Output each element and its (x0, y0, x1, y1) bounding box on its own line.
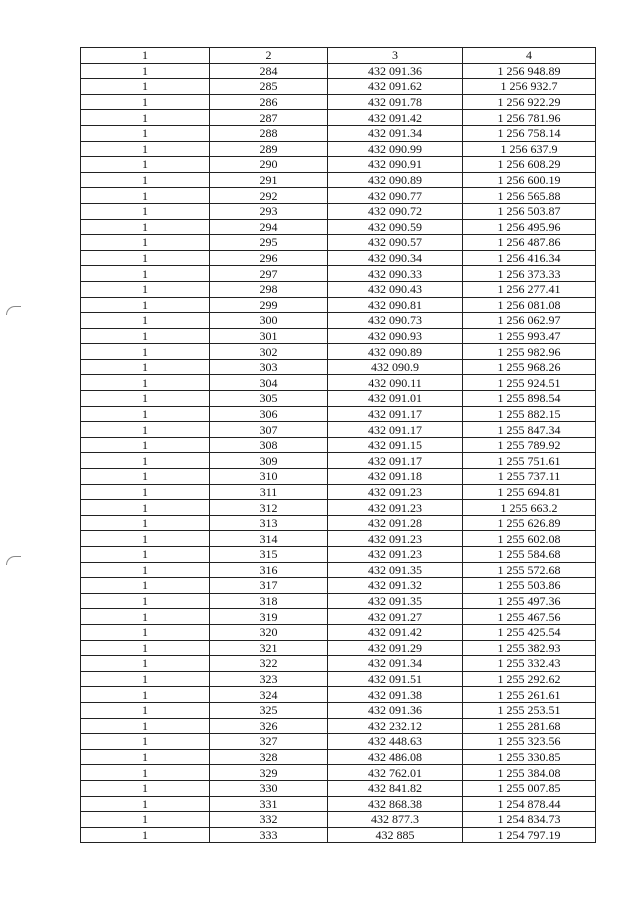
table-row (81, 313, 596, 329)
x-coordinate-cell: 432 090.93 (328, 328, 463, 344)
section-cell: 1 (81, 656, 210, 672)
point-number-cell: 297 (210, 266, 328, 282)
section-cell: 1 (81, 547, 210, 563)
y-coordinate-cell: 1 255 572.68 (463, 562, 596, 578)
x-coordinate-cell: 432 090.59 (328, 219, 463, 235)
x-coordinate-cell: 432 090.99 (328, 141, 463, 157)
point-number-cell: 318 (210, 593, 328, 609)
section-cell: 1 (81, 765, 210, 781)
y-coordinate-cell: 1 255 281.68 (463, 718, 596, 734)
y-coordinate-cell: 1 255 253.51 (463, 702, 596, 718)
section-cell: 1 (81, 812, 210, 828)
x-coordinate-cell: 432 091.23 (328, 547, 463, 563)
point-number-cell: 300 (210, 313, 328, 329)
table-row (81, 547, 596, 563)
section-cell: 1 (81, 359, 210, 375)
point-number-cell: 290 (210, 157, 328, 173)
point-number-cell: 333 (210, 827, 328, 843)
table-row (81, 437, 596, 453)
point-number-cell: 322 (210, 656, 328, 672)
x-coordinate-cell: 432 091.34 (328, 656, 463, 672)
section-cell: 1 (81, 453, 210, 469)
point-number-cell: 321 (210, 640, 328, 656)
table-row (81, 391, 596, 407)
table-row (81, 609, 596, 625)
y-coordinate-cell: 1 256 781.96 (463, 110, 596, 126)
table-row (81, 827, 596, 843)
section-cell: 1 (81, 780, 210, 796)
x-coordinate-cell: 432 090.34 (328, 250, 463, 266)
section-cell: 1 (81, 141, 210, 157)
table-row (81, 734, 596, 750)
x-coordinate-cell: 432 091.38 (328, 687, 463, 703)
y-coordinate-cell: 1 255 292.62 (463, 671, 596, 687)
table-row (81, 796, 596, 812)
table-row (81, 110, 596, 126)
point-number-cell: 327 (210, 734, 328, 750)
x-coordinate-cell: 432 090.81 (328, 297, 463, 313)
x-coordinate-cell: 432 090.73 (328, 313, 463, 329)
y-coordinate-cell: 1 255 663.2 (463, 500, 596, 516)
y-coordinate-cell: 1 255 993.47 (463, 328, 596, 344)
punch-hole-mark (6, 306, 21, 315)
point-number-cell: 301 (210, 328, 328, 344)
y-coordinate-cell: 1 255 737.11 (463, 469, 596, 485)
table-row (81, 702, 596, 718)
x-coordinate-cell: 432 885 (328, 827, 463, 843)
y-coordinate-cell: 1 255 261.61 (463, 687, 596, 703)
point-number-cell: 304 (210, 375, 328, 391)
x-coordinate-cell: 432 232.12 (328, 718, 463, 734)
section-cell: 1 (81, 734, 210, 750)
table-row (81, 780, 596, 796)
x-coordinate-cell: 432 091.51 (328, 671, 463, 687)
section-cell: 1 (81, 328, 210, 344)
header-cell: 2 (210, 48, 328, 64)
x-coordinate-cell: 432 090.89 (328, 344, 463, 360)
point-number-cell: 287 (210, 110, 328, 126)
table-row (81, 453, 596, 469)
section-cell: 1 (81, 110, 210, 126)
x-coordinate-cell: 432 091.27 (328, 609, 463, 625)
y-coordinate-cell: 1 255 882.15 (463, 406, 596, 422)
table-row (81, 141, 596, 157)
point-number-cell: 307 (210, 422, 328, 438)
x-coordinate-cell: 432 868.38 (328, 796, 463, 812)
table-row (81, 562, 596, 578)
section-cell: 1 (81, 718, 210, 734)
section-cell: 1 (81, 422, 210, 438)
point-number-cell: 288 (210, 125, 328, 141)
table-header-row (81, 48, 596, 64)
x-coordinate-cell: 432 091.36 (328, 63, 463, 79)
x-coordinate-cell: 432 091.15 (328, 437, 463, 453)
y-coordinate-cell: 1 255 584.68 (463, 547, 596, 563)
y-coordinate-cell: 1 256 608.29 (463, 157, 596, 173)
point-number-cell: 315 (210, 547, 328, 563)
section-cell: 1 (81, 624, 210, 640)
table-row (81, 656, 596, 672)
point-number-cell: 328 (210, 749, 328, 765)
y-coordinate-cell: 1 255 382.93 (463, 640, 596, 656)
point-number-cell: 311 (210, 484, 328, 500)
y-coordinate-cell: 1 256 503.87 (463, 203, 596, 219)
y-coordinate-cell: 1 255 898.54 (463, 391, 596, 407)
y-coordinate-cell: 1 255 332.43 (463, 656, 596, 672)
x-coordinate-cell: 432 091.23 (328, 531, 463, 547)
table-row (81, 812, 596, 828)
point-number-cell: 331 (210, 796, 328, 812)
y-coordinate-cell: 1 255 626.89 (463, 515, 596, 531)
point-number-cell: 291 (210, 172, 328, 188)
table-row (81, 531, 596, 547)
table-row (81, 79, 596, 95)
y-coordinate-cell: 1 256 062.97 (463, 313, 596, 329)
point-number-cell: 313 (210, 515, 328, 531)
table-row (81, 515, 596, 531)
x-coordinate-cell: 432 091.34 (328, 125, 463, 141)
x-coordinate-cell: 432 090.72 (328, 203, 463, 219)
table-row (81, 640, 596, 656)
point-number-cell: 284 (210, 63, 328, 79)
point-number-cell: 312 (210, 500, 328, 516)
table-row (81, 172, 596, 188)
x-coordinate-cell: 432 091.17 (328, 406, 463, 422)
point-number-cell: 323 (210, 671, 328, 687)
y-coordinate-cell: 1 255 847.34 (463, 422, 596, 438)
point-number-cell: 302 (210, 344, 328, 360)
x-coordinate-cell: 432 762.01 (328, 765, 463, 781)
point-number-cell: 308 (210, 437, 328, 453)
x-coordinate-cell: 432 841.82 (328, 780, 463, 796)
table-row (81, 375, 596, 391)
section-cell: 1 (81, 235, 210, 251)
x-coordinate-cell: 432 090.9 (328, 359, 463, 375)
section-cell: 1 (81, 578, 210, 594)
section-cell: 1 (81, 500, 210, 516)
point-number-cell: 294 (210, 219, 328, 235)
table-row (81, 219, 596, 235)
point-number-cell: 324 (210, 687, 328, 703)
y-coordinate-cell: 1 254 834.73 (463, 812, 596, 828)
x-coordinate-cell: 432 091.42 (328, 624, 463, 640)
table-row (81, 765, 596, 781)
x-coordinate-cell: 432 091.01 (328, 391, 463, 407)
y-coordinate-cell: 1 256 932.7 (463, 79, 596, 95)
section-cell: 1 (81, 219, 210, 235)
x-coordinate-cell: 432 448.63 (328, 734, 463, 750)
section-cell: 1 (81, 344, 210, 360)
y-coordinate-cell: 1 255 968.26 (463, 359, 596, 375)
section-cell: 1 (81, 375, 210, 391)
y-coordinate-cell: 1 256 373.33 (463, 266, 596, 282)
punch-hole-mark (6, 556, 21, 565)
table-row (81, 188, 596, 204)
y-coordinate-cell: 1 255 924.51 (463, 375, 596, 391)
y-coordinate-cell: 1 256 416.34 (463, 250, 596, 266)
table-body (81, 48, 596, 843)
table-row (81, 94, 596, 110)
table-row (81, 484, 596, 500)
x-coordinate-cell: 432 091.23 (328, 500, 463, 516)
point-number-cell: 319 (210, 609, 328, 625)
point-number-cell: 298 (210, 281, 328, 297)
table-row (81, 281, 596, 297)
section-cell: 1 (81, 313, 210, 329)
header-cell: 4 (463, 48, 596, 64)
coordinates-table (80, 47, 596, 843)
table-row (81, 328, 596, 344)
y-coordinate-cell: 1 254 878.44 (463, 796, 596, 812)
table-row (81, 469, 596, 485)
y-coordinate-cell: 1 256 758.14 (463, 125, 596, 141)
point-number-cell: 329 (210, 765, 328, 781)
point-number-cell: 320 (210, 624, 328, 640)
section-cell: 1 (81, 297, 210, 313)
table-row (81, 63, 596, 79)
x-coordinate-cell: 432 486.08 (328, 749, 463, 765)
section-cell: 1 (81, 484, 210, 500)
section-cell: 1 (81, 391, 210, 407)
section-cell: 1 (81, 266, 210, 282)
y-coordinate-cell: 1 256 922.29 (463, 94, 596, 110)
x-coordinate-cell: 432 091.18 (328, 469, 463, 485)
x-coordinate-cell: 432 090.91 (328, 157, 463, 173)
y-coordinate-cell: 1 255 982.96 (463, 344, 596, 360)
x-coordinate-cell: 432 090.11 (328, 375, 463, 391)
section-cell: 1 (81, 94, 210, 110)
y-coordinate-cell: 1 256 948.89 (463, 63, 596, 79)
table-row (81, 687, 596, 703)
table-row (81, 624, 596, 640)
section-cell: 1 (81, 515, 210, 531)
y-coordinate-cell: 1 256 565.88 (463, 188, 596, 204)
section-cell: 1 (81, 640, 210, 656)
table-row (81, 297, 596, 313)
point-number-cell: 332 (210, 812, 328, 828)
point-number-cell: 296 (210, 250, 328, 266)
section-cell: 1 (81, 250, 210, 266)
x-coordinate-cell: 432 091.35 (328, 562, 463, 578)
y-coordinate-cell: 1 255 425.54 (463, 624, 596, 640)
x-coordinate-cell: 432 091.17 (328, 453, 463, 469)
section-cell: 1 (81, 188, 210, 204)
x-coordinate-cell: 432 091.36 (328, 702, 463, 718)
x-coordinate-cell: 432 877.3 (328, 812, 463, 828)
x-coordinate-cell: 432 091.23 (328, 484, 463, 500)
y-coordinate-cell: 1 255 503.86 (463, 578, 596, 594)
point-number-cell: 293 (210, 203, 328, 219)
y-coordinate-cell: 1 255 789.92 (463, 437, 596, 453)
section-cell: 1 (81, 562, 210, 578)
x-coordinate-cell: 432 091.35 (328, 593, 463, 609)
section-cell: 1 (81, 406, 210, 422)
table-row (81, 359, 596, 375)
table-row (81, 235, 596, 251)
table-row (81, 250, 596, 266)
section-cell: 1 (81, 437, 210, 453)
point-number-cell: 285 (210, 79, 328, 95)
section-cell: 1 (81, 702, 210, 718)
x-coordinate-cell: 432 091.29 (328, 640, 463, 656)
point-number-cell: 314 (210, 531, 328, 547)
y-coordinate-cell: 1 256 081.08 (463, 297, 596, 313)
section-cell: 1 (81, 63, 210, 79)
section-cell: 1 (81, 203, 210, 219)
x-coordinate-cell: 432 091.28 (328, 515, 463, 531)
section-cell: 1 (81, 796, 210, 812)
section-cell: 1 (81, 469, 210, 485)
point-number-cell: 316 (210, 562, 328, 578)
x-coordinate-cell: 432 090.33 (328, 266, 463, 282)
section-cell: 1 (81, 749, 210, 765)
y-coordinate-cell: 1 255 323.56 (463, 734, 596, 750)
section-cell: 1 (81, 125, 210, 141)
y-coordinate-cell: 1 256 495.96 (463, 219, 596, 235)
x-coordinate-cell: 432 091.32 (328, 578, 463, 594)
y-coordinate-cell: 1 256 277.41 (463, 281, 596, 297)
table-row (81, 500, 596, 516)
point-number-cell: 317 (210, 578, 328, 594)
section-cell: 1 (81, 687, 210, 703)
table-row (81, 157, 596, 173)
x-coordinate-cell: 432 090.77 (328, 188, 463, 204)
y-coordinate-cell: 1 255 384.08 (463, 765, 596, 781)
point-number-cell: 299 (210, 297, 328, 313)
table-row (81, 749, 596, 765)
point-number-cell: 309 (210, 453, 328, 469)
y-coordinate-cell: 1 256 600.19 (463, 172, 596, 188)
point-number-cell: 310 (210, 469, 328, 485)
y-coordinate-cell: 1 255 467.56 (463, 609, 596, 625)
section-cell: 1 (81, 79, 210, 95)
section-cell: 1 (81, 609, 210, 625)
point-number-cell: 286 (210, 94, 328, 110)
x-coordinate-cell: 432 091.62 (328, 79, 463, 95)
table-row (81, 203, 596, 219)
y-coordinate-cell: 1 255 751.61 (463, 453, 596, 469)
x-coordinate-cell: 432 091.17 (328, 422, 463, 438)
point-number-cell: 289 (210, 141, 328, 157)
y-coordinate-cell: 1 255 330.85 (463, 749, 596, 765)
table-row (81, 671, 596, 687)
y-coordinate-cell: 1 255 007.85 (463, 780, 596, 796)
x-coordinate-cell: 432 091.42 (328, 110, 463, 126)
table-row (81, 578, 596, 594)
x-coordinate-cell: 432 090.89 (328, 172, 463, 188)
section-cell: 1 (81, 281, 210, 297)
y-coordinate-cell: 1 255 497.36 (463, 593, 596, 609)
x-coordinate-cell: 432 090.43 (328, 281, 463, 297)
table-row (81, 266, 596, 282)
x-coordinate-cell: 432 090.57 (328, 235, 463, 251)
x-coordinate-cell: 432 091.78 (328, 94, 463, 110)
section-cell: 1 (81, 671, 210, 687)
section-cell: 1 (81, 172, 210, 188)
y-coordinate-cell: 1 254 797.19 (463, 827, 596, 843)
y-coordinate-cell: 1 256 487.86 (463, 235, 596, 251)
point-number-cell: 303 (210, 359, 328, 375)
table-row (81, 344, 596, 360)
point-number-cell: 305 (210, 391, 328, 407)
point-number-cell: 326 (210, 718, 328, 734)
y-coordinate-cell: 1 255 694.81 (463, 484, 596, 500)
table-row (81, 406, 596, 422)
section-cell: 1 (81, 531, 210, 547)
table-row (81, 718, 596, 734)
section-cell: 1 (81, 157, 210, 173)
table-row (81, 422, 596, 438)
point-number-cell: 325 (210, 702, 328, 718)
point-number-cell: 330 (210, 780, 328, 796)
point-number-cell: 292 (210, 188, 328, 204)
table-row (81, 593, 596, 609)
y-coordinate-cell: 1 255 602.08 (463, 531, 596, 547)
section-cell: 1 (81, 827, 210, 843)
table-row (81, 125, 596, 141)
point-number-cell: 295 (210, 235, 328, 251)
section-cell: 1 (81, 593, 210, 609)
point-number-cell: 306 (210, 406, 328, 422)
header-cell: 3 (328, 48, 463, 64)
header-cell: 1 (81, 48, 210, 64)
y-coordinate-cell: 1 256 637.9 (463, 141, 596, 157)
